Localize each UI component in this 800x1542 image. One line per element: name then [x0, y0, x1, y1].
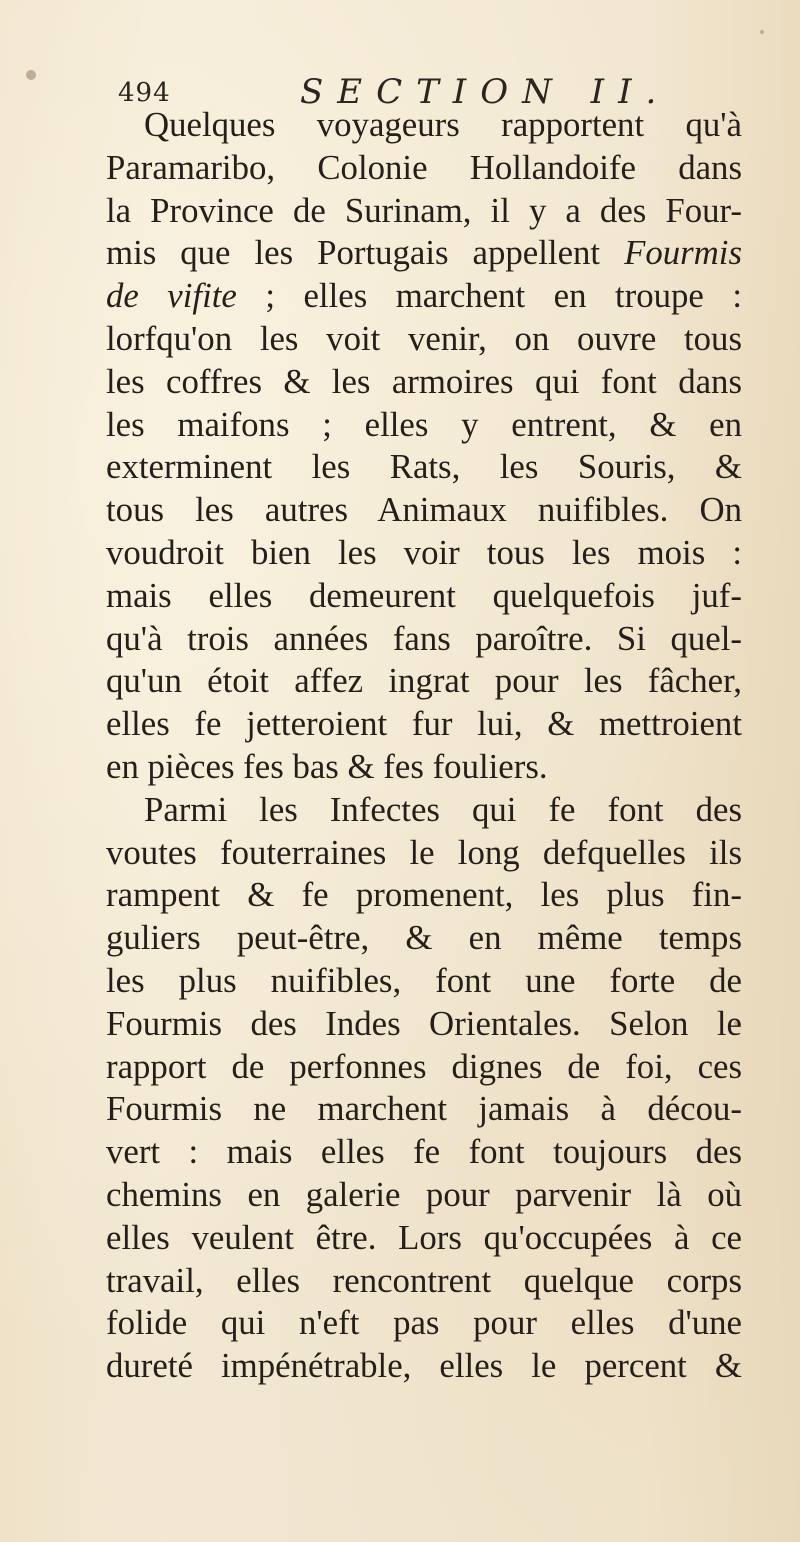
text-line: Paramaribo, Colonie Hollandoife dans — [106, 147, 742, 187]
text-line: en pièces fes bas & fes fouliers. — [106, 746, 548, 786]
text-line: la Province de Surinam, il y a des Four- — [106, 190, 742, 230]
italic-phrase: de vifite — [106, 276, 237, 316]
text-line: folide qui n'eft pas pour elles d'une — [106, 1303, 742, 1343]
paper-stain — [760, 30, 764, 34]
text-line: Parmi les Infectes qui fe font des — [144, 789, 742, 829]
text-line: mis que les Portugais appellent Fourmis — [106, 233, 742, 273]
text-line: de vifite ; elles marchent en troupe : — [106, 276, 742, 316]
paragraph-2 — [106, 789, 742, 1388]
paragraph-1 — [106, 104, 742, 789]
text-line: dureté impénétrable, elles le percent & — [106, 1346, 742, 1386]
text-line: guliers peut-être, & en même temps — [106, 918, 742, 958]
text-line: voutes fouterraines le long defquelles ils — [106, 832, 742, 872]
text-line: mais elles demeurent quelquefois juf- — [106, 575, 742, 615]
text-line: les coffres & les armoires qui font dans — [106, 361, 742, 401]
section-title: SECTION II. — [300, 72, 671, 112]
text-line: qu'à trois années fans paroître. Si quel- — [106, 618, 742, 658]
text-line: tous les autres Animaux nuifibles. On — [106, 490, 742, 530]
text-line: Quelques voyageurs rapportent qu'à — [144, 105, 742, 144]
text-line: les maifons ; elles y entrent, & en — [106, 404, 742, 444]
text-line: exterminent les Rats, les Souris, & — [106, 447, 742, 487]
text-line: travail, elles rencontrent quelque corps — [106, 1260, 742, 1300]
text-line: Fourmis des Indes Orientales. Selon le — [106, 1003, 742, 1043]
body-text — [106, 104, 742, 1388]
text-line: lorfqu'on les voit venir, on ouvre tous — [106, 318, 742, 358]
text-line: voudroit bien les voir tous les mois : — [106, 532, 742, 572]
text-line: rampent & fe promenent, les plus fin- — [106, 875, 742, 915]
text-line: les plus nuifibles, font une forte de — [106, 960, 742, 1000]
text-line: rapport de perfonnes dignes de foi, ces — [106, 1046, 742, 1086]
paper-stain — [26, 70, 36, 80]
text-line: elles fe jetteroient fur lui, & mettroient — [106, 704, 742, 744]
italic-phrase: Fourmis — [624, 233, 742, 273]
text-line: qu'un étoit affez ingrat pour les fâcher, — [106, 661, 742, 701]
text-line: vert : mais elles fe font toujours des — [106, 1132, 742, 1172]
page-number: 494 — [118, 78, 171, 108]
text-line: chemins en galerie pour parvenir là où — [106, 1174, 742, 1214]
text-line: Fourmis ne marchent jamais à décou- — [106, 1089, 742, 1129]
text-line: elles veulent être. Lors qu'occupées à ce — [106, 1217, 742, 1257]
